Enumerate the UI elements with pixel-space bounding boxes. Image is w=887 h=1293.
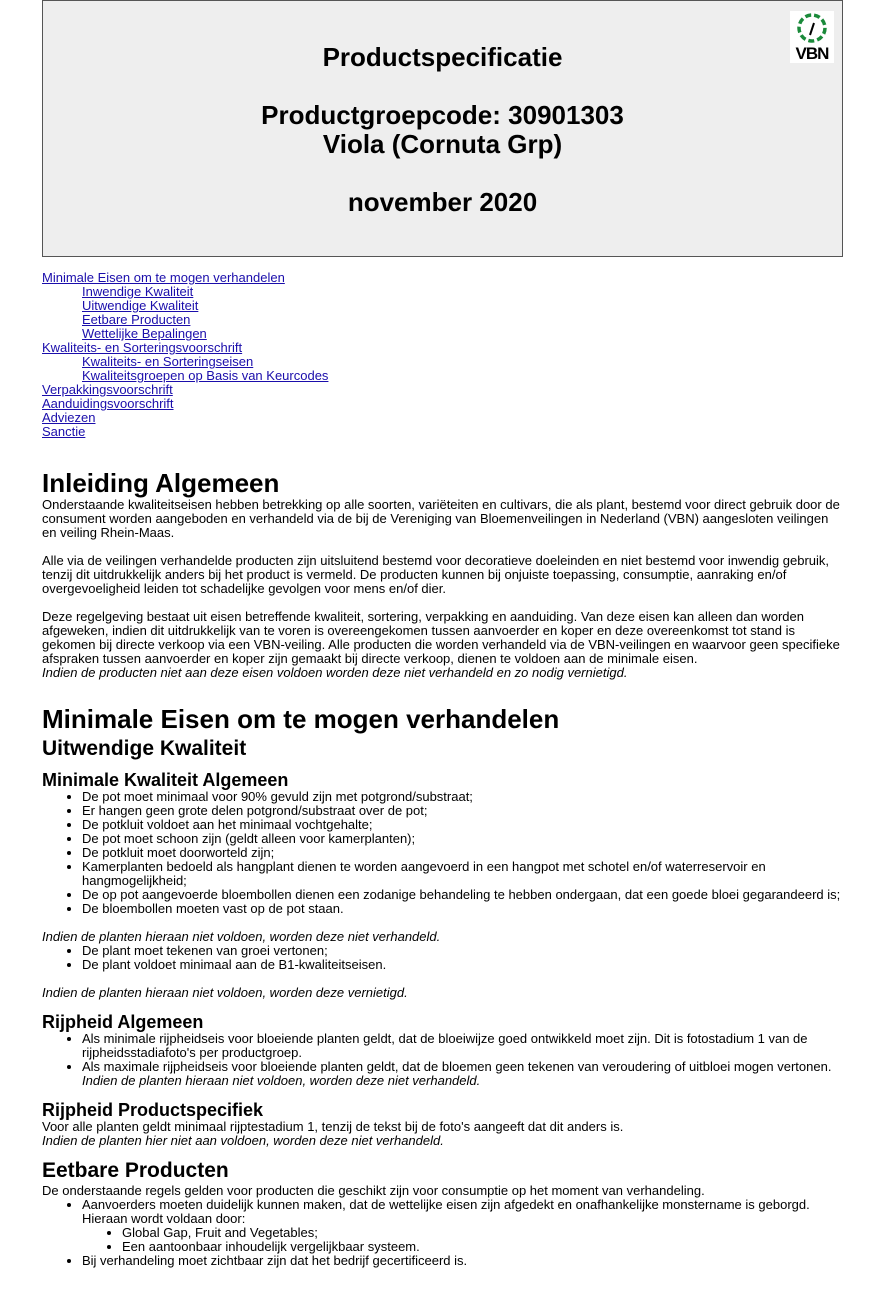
list-item: • De pot moet schoon zijn (geldt alleen voor kamerplanten); [82,832,842,846]
toc-link-wettelijke-bepalingen[interactable]: Wettelijke Bepalingen [82,326,207,341]
list-item: • De potkluit voldoet aan het minimaal vochtgehalte; [82,818,842,832]
svg-text:VBN: VBN [795,44,829,63]
document-content [42,468,842,1268]
list-item: • Global Gap, Fruit and Vegetables; [122,1226,842,1240]
minimal-quality-list [42,790,842,916]
external-quality-heading: Uitwendige Kwaliteit [42,737,247,760]
document-title: Productspecificatie [322,42,563,72]
list-item: • De op pot aangevoerde bloembollen dienen een zodanige behandeling te hebben ondergaan, dat een goede bloei gegarandeerd is; [82,888,842,902]
vbn-logo [790,11,834,63]
list-item: • De plant moet tekenen van groei vertonen; [82,944,842,958]
list-item: • Er hangen geen grote delen potgrond/substraat over de pot; [82,804,842,818]
toc-link-inwendige-kwaliteit[interactable]: Inwendige Kwaliteit [82,284,194,299]
list-item: • Bij verhandeling moet zichtbaar zijn dat het bedrijf gecertificeerd is. [82,1254,842,1268]
list-item [82,1198,842,1254]
edible-sub-list [82,1226,842,1254]
ripeness-item-2: Als maximale rijpheidseis voor bloeiende planten geldt, dat de bloemen geen tekenen van veroudering of uitbloei mogen vertonen. [82,1059,832,1074]
ripeness-specific-note: Indien de planten hier niet aan voldoen, worden deze niet verhandeld. [42,1133,444,1148]
ripeness-list [42,1032,842,1088]
toc-link-sanctie[interactable]: Sanctie [42,424,86,439]
minimal-quality-general-heading: Minimale Kwaliteit Algemeen [42,770,289,790]
intro-paragraph-1: Onderstaande kwaliteitseisen hebben betrekking op alle soorten, variëteiten en cultivars, die als plant, bestemd voor direct gebruik door de consument worden aangeboden en verhandeld via de bij de Vereniging van Bloemenveilingen in Nederland (VBN) aangesloten veilingen en veiling Rhein-Maas. [42,497,840,540]
intro-paragraph-3: Deze regelgeving bestaat uit eisen betreffende kwaliteit, sortering, verpakking en aanduiding. Van deze eisen kan alleen dan worden afgeweken, indien dit uitdrukkelijk van te voren is overeengekomen tussen aanvoerder en koper en deze overeenkomst tot stand is gekomen bij directe verkoop via een VBN-veiling. Alle producten die worden verhandeld via de VBN-veilingen en waarvoor geen specifieke afspraken tussen aanvoerder en koper zijn gemaakt bij directe verkoop, dienen te voldoen aan de minimale eisen. [42,609,840,666]
toc-link-adviezen[interactable]: Adviezen [42,410,96,425]
edible-products-text: De onderstaande regels gelden voor producten die geschikt zijn voor consumptie op het moment van verhandeling. [42,1183,705,1198]
edible-products-heading: Eetbare Producten [42,1159,229,1182]
toc-link-kwaliteitsgroepen[interactable]: Kwaliteitsgroepen op Basis van Keurcodes [82,368,329,383]
ripeness-note: Indien de planten hieraan niet voldoen, worden deze niet verhandeld. [82,1073,481,1088]
list-item: • De potkluit moet doorworteld zijn; [82,846,842,860]
list-item: • De bloembollen moeten vast op de pot staan. [82,902,842,916]
product-group-code: Productgroepcode: 30901303 [261,100,624,130]
edible-products-list [42,1198,842,1268]
list-item: • De plant voldoet minimaal aan de B1-kwaliteitseisen. [82,958,842,972]
toc-link-aanduidingsvoorschrift[interactable]: Aanduidingsvoorschrift [42,396,174,411]
list-item: • De pot moet minimaal voor 90% gevuld zijn met potgrond/substraat; [82,790,842,804]
ripeness-specific-text: Voor alle planten geldt minimaal rijptestadium 1, tenzij de tekst bij de foto's aangeeft dat dit anders is. [42,1119,624,1134]
intro-heading: Inleiding Algemeen [42,468,280,498]
list-item: • Een aantoonbaar inhoudelijk vergelijkbaar systeem. [122,1240,842,1254]
product-name: Viola (Cornuta Grp) [322,129,563,159]
growth-list [42,944,842,972]
list-item [82,1060,842,1088]
edible-item-1: Aanvoerders moeten duidelijk kunnen maken, dat de wettelijke eisen zijn afgedekt en onafhankelijke monstername is geborgd. [82,1197,810,1212]
intro-note: Indien de producten niet aan deze eisen voldoen worden deze niet verhandeld en zo nodig vernietigd. [42,665,628,680]
header-box [42,0,843,257]
minimal-quality-note-2: Indien de planten hieraan niet voldoen, worden deze vernietigd. [42,985,408,1000]
table-of-contents [42,271,328,439]
toc-link-uitwendige-kwaliteit[interactable]: Uitwendige Kwaliteit [82,298,199,313]
intro-paragraph-2: Alle via de veilingen verhandelde producten zijn uitsluitend bestemd voor decoratieve doeleinden en niet bestemd voor inwendig gebruik, tenzij dit uitdrukkelijk anders bij het product is vermeld. De producten kunnen bij onjuiste toepassing, consumptie, aanraking en/of overgevoeligheid leiden tot schadelijke gevolgen voor mens en/of dier. [42,553,830,596]
ripeness-specific-heading: Rijpheid Productspecifiek [42,1100,264,1120]
toc-link-minimale-eisen[interactable]: Minimale Eisen om te mogen verhandelen [42,270,285,285]
toc-link-kwaliteits-sorteringseisen[interactable]: Kwaliteits- en Sorteringseisen [82,354,254,369]
toc-link-verpakkingsvoorschrift[interactable]: Verpakkingsvoorschrift [42,382,173,397]
document-date: november 2020 [347,187,538,217]
ripeness-general-heading: Rijpheid Algemeen [42,1012,204,1032]
list-item: • Als minimale rijpheidseis voor bloeiende planten geldt, dat de bloeiwijze goed ontwikkeld moet zijn. Dit is fotostadium 1 van de rijpheidsstadiafoto's per productgroep. [82,1032,842,1060]
list-item: • Kamerplanten bedoeld als hangplant dienen te worden aangevoerd in een hangpot met schotel en/of waterreservoir en hangmogelijkheid; [82,860,842,888]
edible-item-1-line-2: Hieraan wordt voldaan door: [82,1211,246,1226]
toc-link-kwaliteits-sorteringsvoorschrift[interactable]: Kwaliteits- en Sorteringsvoorschrift [42,340,243,355]
minimal-requirements-heading: Minimale Eisen om te mogen verhandelen [42,704,560,734]
minimal-quality-note-1: Indien de planten hieraan niet voldoen, worden deze niet verhandeld. [42,929,441,944]
toc-link-eetbare-producten[interactable]: Eetbare Producten [82,312,191,327]
